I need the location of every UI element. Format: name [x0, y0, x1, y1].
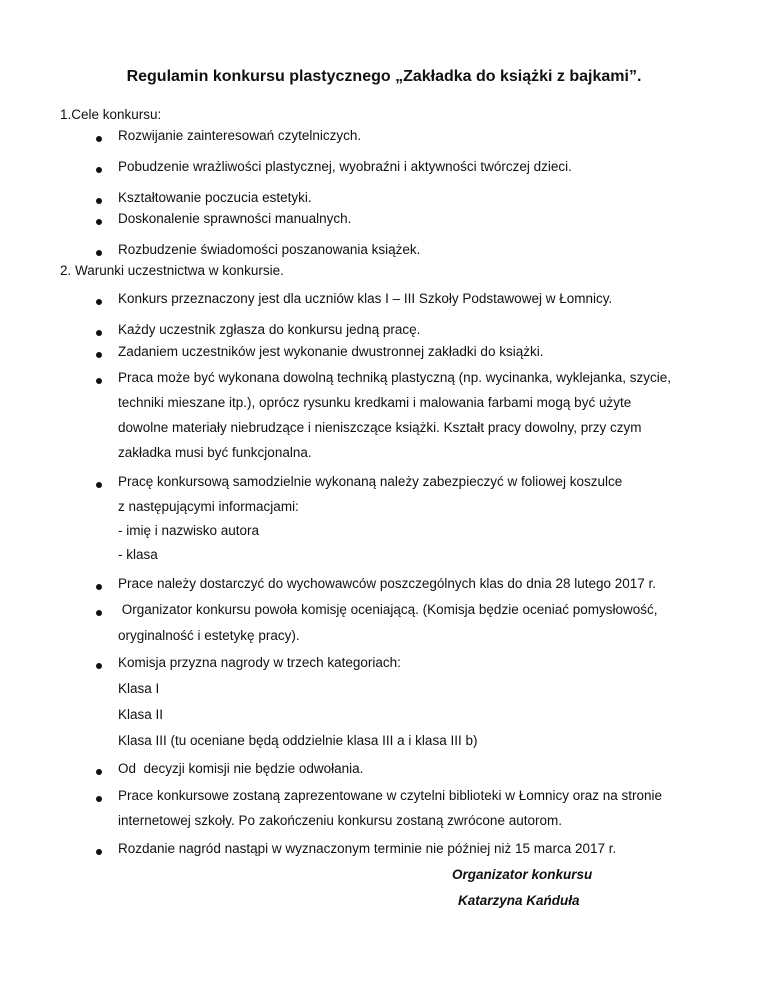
list-item-line: techniki mieszane itp.), oprócz rysunku kredkami i malowania farbami mogą być użyte	[118, 395, 632, 410]
bullet-icon	[96, 663, 102, 669]
document-title: Regulamin konkursu plastycznego „Zakładka do książki z bajkami”.	[126, 68, 642, 85]
list-item: Kształtowanie poczucia estetyki.	[118, 190, 312, 205]
list-item: Każdy uczestnik zgłasza do konkursu jedną pracę.	[118, 322, 421, 337]
bullet-icon	[96, 849, 102, 855]
bullet-icon	[96, 167, 102, 173]
list-item: Doskonalenie sprawności manualnych.	[118, 211, 352, 226]
list-item: Pobudzenie wrażliwości plastycznej, wyobraźni i aktywności twórczej dzieci.	[118, 159, 572, 174]
bullet-icon	[96, 198, 102, 204]
list-item-line: internetowej szkoły. Po zakończeniu konkursu zostaną zwrócone autorom.	[118, 813, 562, 828]
list-item-line: z następującymi informacjami:	[118, 499, 299, 514]
list-item-line: Praca może być wykonana dowolną techniką plastyczną (np. wycinanka, wyklejanka, szycie,	[118, 370, 672, 385]
list-item: Rozwijanie zainteresowań czytelniczych.	[118, 128, 362, 143]
list-item-line: Klasa I	[118, 681, 160, 696]
bullet-icon	[96, 584, 102, 590]
bullet-icon	[96, 796, 102, 802]
list-item-line: Prace konkursowe zostaną zaprezentowane w czytelni biblioteki w Łomnicy oraz na stronie	[118, 788, 663, 803]
bullet-icon	[96, 769, 102, 775]
bullet-icon	[96, 219, 102, 225]
section-2-heading: 2. Warunki uczestnictwa w konkursie.	[60, 263, 284, 278]
list-item: Konkurs przeznaczony jest dla uczniów klas I – III Szkoły Podstawowej w Łomnicy.	[118, 291, 613, 306]
bullet-icon	[96, 330, 102, 336]
bullet-icon	[96, 299, 102, 305]
list-item-line: - klasa	[118, 547, 158, 562]
list-item-line: Organizator konkursu powoła komisję oceniającą. (Komisja będzie oceniać pomysłowość,	[118, 602, 658, 617]
list-item: Prace należy dostarczyć do wychowawców poszczególnych klas do dnia 28 lutego 2017 r.	[118, 576, 657, 591]
list-item-line: Komisja przyzna nagrody w trzech kategoriach:	[118, 655, 401, 670]
list-item-line: - imię i nazwisko autora	[118, 523, 260, 538]
list-item-line: Pracę konkursową samodzielnie wykonaną należy zabezpieczyć w foliowej koszulce	[118, 474, 623, 489]
bullet-icon	[96, 610, 102, 616]
signature-role: Organizator konkursu	[452, 867, 593, 882]
signature-name: Katarzyna Kańduła	[458, 893, 580, 908]
list-item-line: dowolne materiały niebrudzące i nieniszczące książki. Kształt pracy dowolny, przy czym	[118, 420, 642, 435]
list-item-line: zakładka musi być funkcjonalna.	[118, 445, 312, 460]
list-item: Zadaniem uczestników jest wykonanie dwustronnej zakładki do książki.	[118, 344, 544, 359]
bullet-icon	[96, 352, 102, 358]
bullet-icon	[96, 250, 102, 256]
list-item-line: Klasa III (tu oceniane będą oddzielnie klasa III a i klasa III b)	[118, 733, 478, 748]
list-item-line: Klasa II	[118, 707, 164, 722]
list-item: Rozdanie nagród nastąpi w wyznaczonym terminie nie później niż 15 marca 2017 r.	[118, 841, 617, 856]
list-item: Rozbudzenie świadomości poszanowania książek.	[118, 242, 421, 257]
list-item-line: oryginalność i estetykę pracy).	[118, 628, 300, 643]
bullet-icon	[96, 482, 102, 488]
bullet-icon	[96, 378, 102, 384]
list-item: Od decyzji komisji nie będzie odwołania.	[118, 761, 364, 776]
bullet-icon	[96, 136, 102, 142]
section-1-heading: 1.Cele konkursu:	[60, 107, 162, 122]
